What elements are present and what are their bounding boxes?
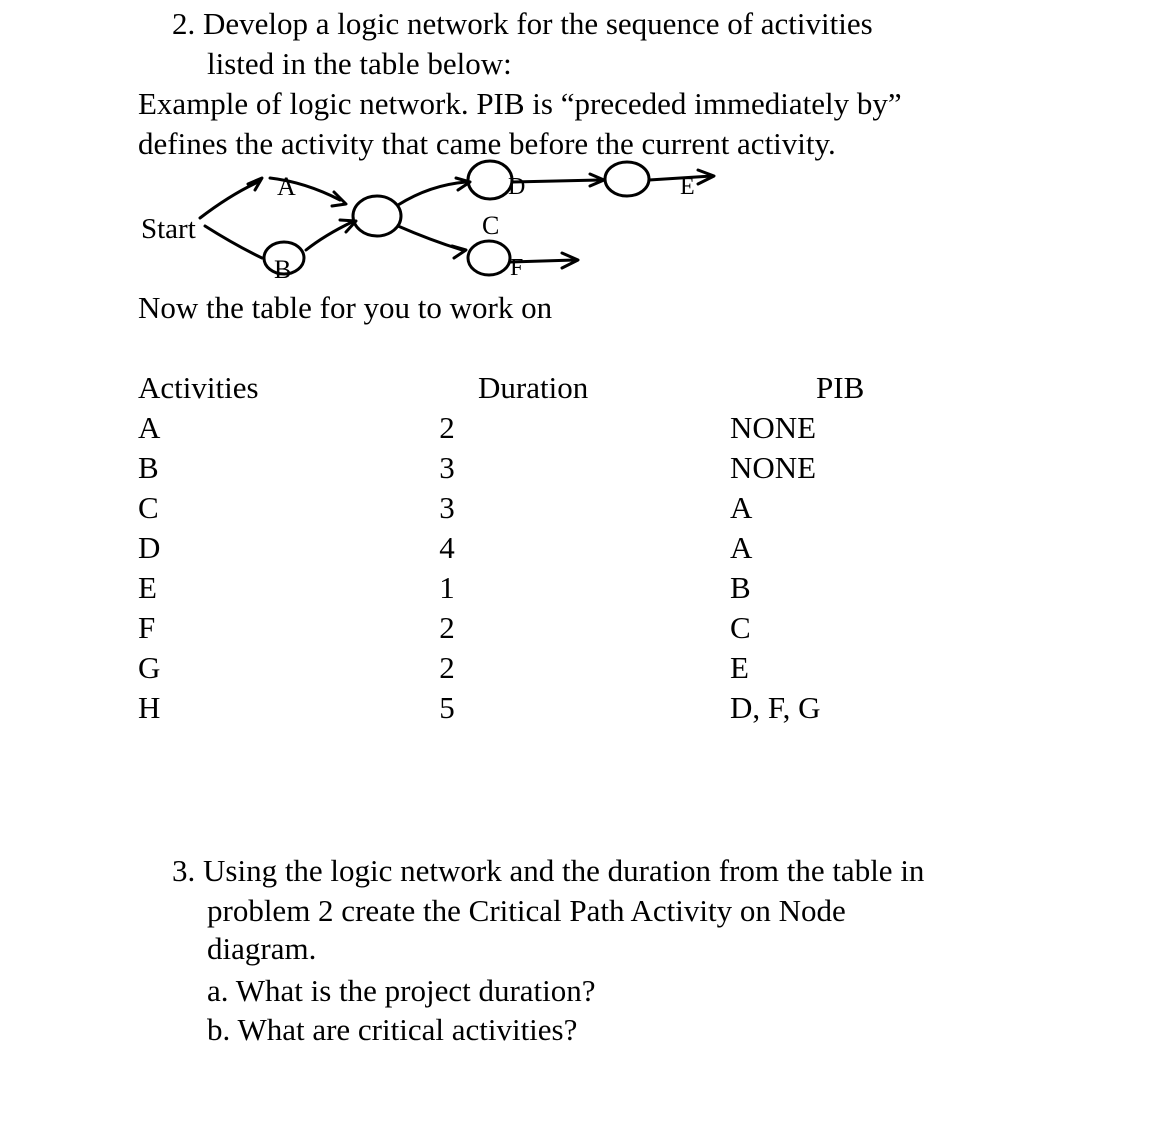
- table-cell-activity: F: [138, 610, 156, 645]
- label-c: C: [482, 211, 500, 240]
- logic-network-diagram: [0, 0, 1170, 300]
- table-cell-duration: 3: [439, 450, 455, 485]
- label-d: D: [508, 174, 526, 200]
- table-cell-activity: B: [138, 450, 159, 485]
- arrowhead-f: [452, 246, 466, 258]
- edge-start-b: [205, 226, 262, 258]
- node-middle: [353, 196, 401, 236]
- table-cell-duration: 2: [439, 410, 455, 445]
- table-cell-activity: H: [138, 690, 161, 725]
- problem-2-line-1: 2. Develop a logic network for the sequence of activities: [172, 6, 873, 41]
- table-cell-pib: C: [730, 610, 751, 645]
- table-cell-pib: NONE: [730, 450, 817, 485]
- table-cell-activity: A: [138, 410, 161, 445]
- table-cell-duration: 4: [439, 530, 455, 565]
- problem-3-line-3: diagram.: [207, 931, 317, 966]
- problem-3-line-2: problem 2 create the Critical Path Activity on Node: [207, 893, 846, 928]
- edge-start-a: [200, 182, 258, 218]
- table-cell-duration: 2: [439, 610, 455, 645]
- header-activities: Activities: [138, 370, 259, 405]
- table-cell-duration: 5: [439, 690, 455, 725]
- question-a: a. What is the project duration?: [207, 973, 596, 1008]
- question-b: b. What are critical activities?: [207, 1012, 578, 1047]
- table-cell-pib: D, F, G: [730, 690, 821, 725]
- edge-mid-d: [398, 182, 466, 205]
- table-cell-activity: E: [138, 570, 157, 605]
- example-line-2: defines the activity that came before the current activity.: [138, 126, 836, 161]
- label-f: F: [510, 255, 524, 281]
- edge-b-mid: [306, 222, 352, 250]
- example-line-1: Example of logic network. PIB is “preceded immediately by”: [138, 86, 902, 121]
- table-cell-activity: C: [138, 490, 159, 525]
- table-cell-pib: A: [730, 490, 753, 525]
- problem-3-line-1: 3. Using the logic network and the duration from the table in: [172, 853, 925, 888]
- label-b: B: [274, 255, 292, 284]
- table-cell-duration: 3: [439, 490, 455, 525]
- table-cell-duration: 2: [439, 650, 455, 685]
- node-e: [605, 162, 649, 196]
- node-f: [468, 241, 510, 275]
- header-pib: PIB: [816, 370, 865, 405]
- header-duration: Duration: [478, 370, 589, 405]
- table-cell-activity: D: [138, 530, 161, 565]
- table-cell-pib: A: [730, 530, 753, 565]
- start-label: Start: [141, 213, 196, 245]
- table-cell-pib: B: [730, 570, 751, 605]
- label-e: E: [680, 174, 695, 200]
- table-cell-duration: 1: [439, 570, 455, 605]
- label-a: A: [277, 172, 296, 201]
- table-cell-activity: G: [138, 650, 161, 685]
- problem-2-line-2: listed in the table below:: [207, 46, 512, 81]
- table-cell-pib: E: [730, 650, 749, 685]
- node-d: [468, 161, 512, 199]
- arrowhead-mid-1: [332, 192, 346, 206]
- table-cell-pib: NONE: [730, 410, 817, 445]
- table-intro: Now the table for you to work on: [138, 290, 553, 325]
